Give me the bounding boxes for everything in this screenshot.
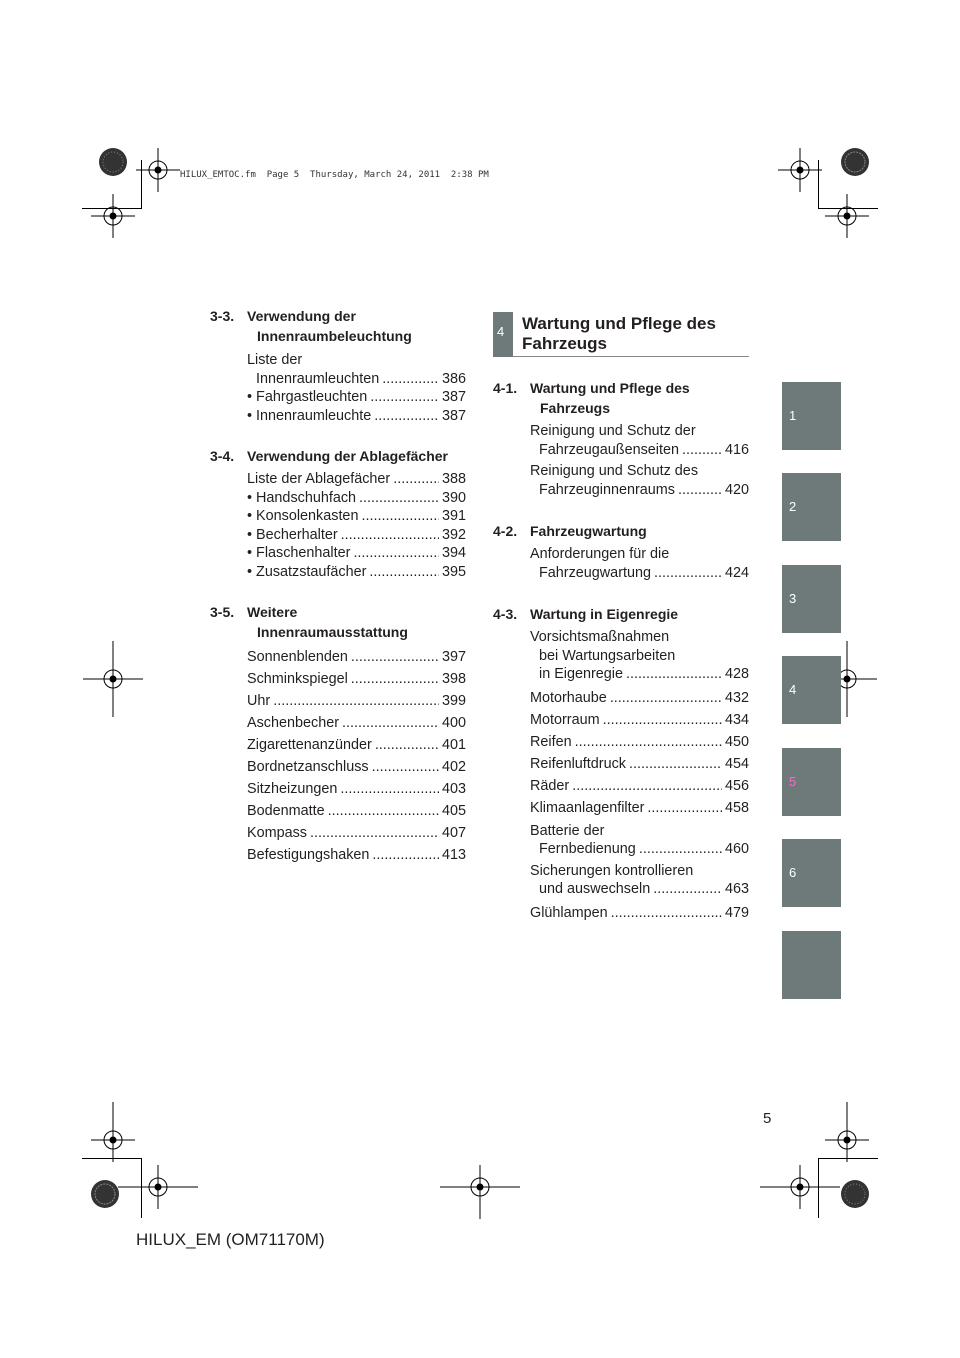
section-heading[interactable]: 4-2. Fahrzeugwartung: [493, 523, 647, 539]
toc-entry[interactable]: Klimaanlagenfilter ..... 458: [530, 797, 749, 819]
toc-entry[interactable]: Zigarettenanzünder ..... 401: [247, 734, 466, 756]
toc-entry[interactable]: Reifen ..... 450: [530, 731, 749, 753]
toc-entry[interactable]: Liste der Innenraumleuchten ..... 386: [247, 351, 466, 388]
toc-section-3-3: [210, 306, 466, 425]
toc-entry[interactable]: Reinigung und Schutz des Fahrzeuginnenraums ..... 420: [530, 462, 749, 499]
toc-entry[interactable]: Bodenmatte ..... 405: [247, 800, 466, 822]
toc-entry[interactable]: • Innenraumleuchte ..... 387: [247, 407, 466, 426]
toc-section-4-3: [493, 604, 749, 924]
toc-entry[interactable]: • Becherhalter ..... 392: [247, 526, 466, 545]
section-heading[interactable]: 3-5. Weitere Innenraumausstattung: [210, 604, 408, 640]
toc-entry[interactable]: Batterie der Fernbedienung ..... 460: [530, 822, 749, 859]
section-heading[interactable]: 3-3. Verwendung der Innenraumbeleuchtung: [210, 308, 412, 344]
file-info-line: HILUX_EMTOC.fm Page 5 Thursday, March 24, 2011 2:38 PM: [180, 170, 489, 180]
toc-section-4-2: [493, 521, 749, 582]
toc-entry[interactable]: Liste der Ablagefächer ..... 388: [247, 470, 466, 489]
toc-entry[interactable]: • Flaschenhalter ..... 394: [247, 544, 466, 563]
chapter-header[interactable]: [493, 312, 749, 357]
toc-entry[interactable]: • Fahrgastleuchten ..... 387: [247, 388, 466, 407]
chapter-rule: [513, 356, 749, 357]
toc-entry[interactable]: Bordnetzanschluss ..... 402: [247, 756, 466, 778]
toc-section-3-5: [210, 602, 466, 866]
toc-entry[interactable]: Anforderungen für die Fahrzeugwartung ..... 424: [530, 545, 749, 582]
toc-entry[interactable]: Sicherungen kontrollieren und auswechseln ..... 463: [530, 862, 749, 899]
section-heading[interactable]: 3-4. Verwendung der Ablagefächer: [210, 448, 448, 464]
section-heading[interactable]: 4-1. Wartung und Pflege des Fahrzeugs: [493, 380, 690, 416]
section-heading[interactable]: 4-3. Wartung in Eigenregie: [493, 606, 679, 622]
toc-entry[interactable]: • Handschuhfach ..... 390: [247, 489, 466, 508]
chapter-tab-3[interactable]: 3: [782, 565, 841, 633]
toc-entry[interactable]: Reifenluftdruck ..... 454: [530, 753, 749, 775]
toc-entry[interactable]: Uhr ..... 399: [247, 690, 466, 712]
toc-entry[interactable]: • Konsolenkasten ..... 391: [247, 507, 466, 526]
toc-entry[interactable]: Aschenbecher ..... 400: [247, 712, 466, 734]
chapter-tab-2[interactable]: 2: [782, 473, 841, 541]
chapter-number-tab: 4: [493, 312, 513, 357]
toc-entry[interactable]: Reinigung und Schutz der Fahrzeugaußenseiten ..... 416: [530, 422, 749, 459]
chapter-tab-6[interactable]: 6: [782, 839, 841, 907]
toc-entry[interactable]: Vorsichtsmaßnahmen bei Wartungsarbeiten in Eigenregie ..... 428: [530, 628, 749, 684]
toc-section-3-4: [210, 446, 466, 581]
toc-entry[interactable]: Sitzheizungen ..... 403: [247, 778, 466, 800]
chapter-title: Wartung und Pflege des Fahrzeugs: [522, 314, 716, 353]
toc-entry[interactable]: Räder ..... 456: [530, 775, 749, 797]
chapter-tab-index[interactable]: [782, 931, 841, 999]
toc-entry[interactable]: Motorraum ..... 434: [530, 709, 749, 731]
toc-entry[interactable]: Kompass ..... 407: [247, 822, 466, 844]
toc-entry[interactable]: Befestigungshaken ..... 413: [247, 844, 466, 866]
toc-entry[interactable]: • Zusatzstaufächer ..... 395: [247, 563, 466, 582]
chapter-tab-5[interactable]: 5: [782, 748, 841, 816]
toc-entry[interactable]: Schminkspiegel ..... 398: [247, 668, 466, 690]
toc-entry[interactable]: Motorhaube ..... 432: [530, 687, 749, 709]
toc-section-4-1: [493, 378, 749, 499]
toc-entry[interactable]: Sonnenblenden ..... 397: [247, 646, 466, 668]
chapter-tab-4[interactable]: 4: [782, 656, 841, 724]
footer-model-code: HILUX_EM (OM71170M): [136, 1230, 325, 1249]
toc-left-column: [210, 306, 466, 866]
chapter-tab-1[interactable]: 1: [782, 382, 841, 450]
toc-right-column: [493, 378, 749, 924]
page-number: 5: [763, 1110, 772, 1127]
toc-entry[interactable]: Glühlampen ..... 479: [530, 902, 749, 924]
